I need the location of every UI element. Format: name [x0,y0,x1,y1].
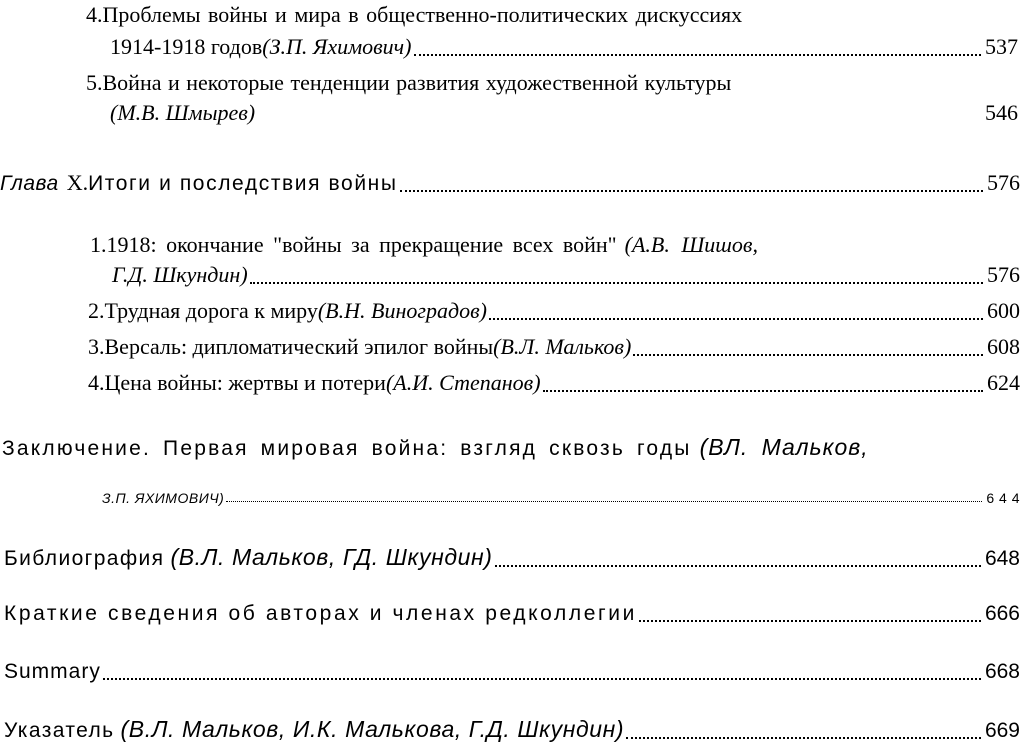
toc-entry-author: (В.Л. Мальков) [493,334,632,359]
toc-entry-4b [88,370,1020,396]
toc-entry-title: Версаль: дипломатический эпилог войны [104,334,494,359]
dot-leader [103,674,981,680]
toc-entry-page: 624 [987,370,1020,395]
toc-entry-author: (А.В. Шишов, [624,232,758,257]
toc-entry-title: 1918: окончание "войны за прекращение всех войн" [106,232,617,257]
toc-entry-1-line2 [112,262,1020,288]
toc-entry-author: Г.Д. Шкундин) [112,262,248,287]
toc-entry-author: (М.В. Шмырев) [110,100,256,125]
toc-entry-number: 4. [88,370,105,395]
toc-entry-page: 546 [985,100,1018,125]
authors-info-title: Краткие сведения об авторах и членах редколлегии [4,602,637,625]
conclusion-title: Заключение. Первая мировая война: взгляд сквозь годы [2,437,692,460]
toc-entry-number: 4. [86,2,103,27]
toc-entry-number: 1. [90,232,107,257]
dot-leader [414,50,982,56]
chapter-roman: X. [66,170,89,195]
dot-leader [626,733,981,739]
toc-chapter-x [0,170,1020,196]
toc-entry-page: 648 [984,547,1020,570]
dot-leader [250,278,983,284]
index-title: Указатель [4,719,115,742]
toc-entry-title: Проблемы войны и мира в общественно-политических дискуссиях [102,2,743,27]
toc-conclusion-line1 [2,434,1012,461]
toc-entry-number: 2. [88,298,105,323]
chapter-title: Итоги и последствия войны [88,172,398,195]
toc-entry-title: Война и некоторые тенденции развития художественной культуры [102,70,732,95]
dot-leader [543,386,983,392]
conclusion-author-close: ) [219,490,225,506]
bibliography-author: (В.Л. Мальков, ГД. Шкундин) [170,544,493,570]
toc-entry-number: 5. [86,70,103,95]
toc-entry-1-line1 [90,232,1020,258]
toc-entry-author: (З.П. Яхимович) [262,34,412,59]
conclusion-author-cont: З.П. ЯХИМОВИЧ [102,490,220,506]
toc-entry-3 [88,334,1020,360]
dot-leader [495,561,981,567]
toc-bibliography [4,544,1020,571]
chapter-prefix: Глава [0,172,59,195]
toc-entry-page: 537 [985,34,1018,59]
toc-conclusion-line2 [102,490,1020,506]
dot-leader [633,350,983,356]
toc-entry-4-line2 [110,34,1018,60]
toc-entry-page: 666 [984,602,1020,625]
conclusion-author: (ВЛ. Мальков, [699,434,869,460]
toc-entry-page: 576 [987,170,1020,195]
toc-entry-2 [88,298,1020,324]
toc-entry-number: 3. [88,334,105,359]
index-author: (В.Л. Мальков, И.К. Малькова, Г.Д. Шкундин) [120,716,625,742]
toc-entry-page: 576 [987,262,1020,287]
dot-leader [226,497,982,502]
toc-entry-page: 600 [987,298,1020,323]
toc-entry-page: 669 [984,719,1020,742]
toc-entry-title-cont: 1914-1918 годов [110,34,263,59]
toc-entry-author: (А.И. Степанов) [385,370,541,395]
toc-entry-title: Цена войны: жертвы и потери [104,370,386,395]
toc-entry-page: 6 4 4 [986,490,1020,506]
dot-leader [400,186,983,192]
toc-index [4,716,1020,743]
toc-entry-title: Трудная дорога к миру [104,298,318,323]
toc-entry-author: (В.Н. Виноградов) [317,298,487,323]
toc-authors-info [4,602,1020,626]
toc-entry-page: 668 [984,660,1020,683]
dot-leader [639,616,981,622]
toc-entry-4-line1 [86,2,1016,28]
toc-entry-5-line2 [110,100,1018,126]
summary-title: Summary [4,660,101,683]
dot-leader [489,314,983,320]
bibliography-title: Библиография [4,547,165,570]
toc-entry-page: 608 [987,334,1020,359]
toc-entry-5-line1 [86,70,1016,96]
toc-summary [4,660,1020,684]
